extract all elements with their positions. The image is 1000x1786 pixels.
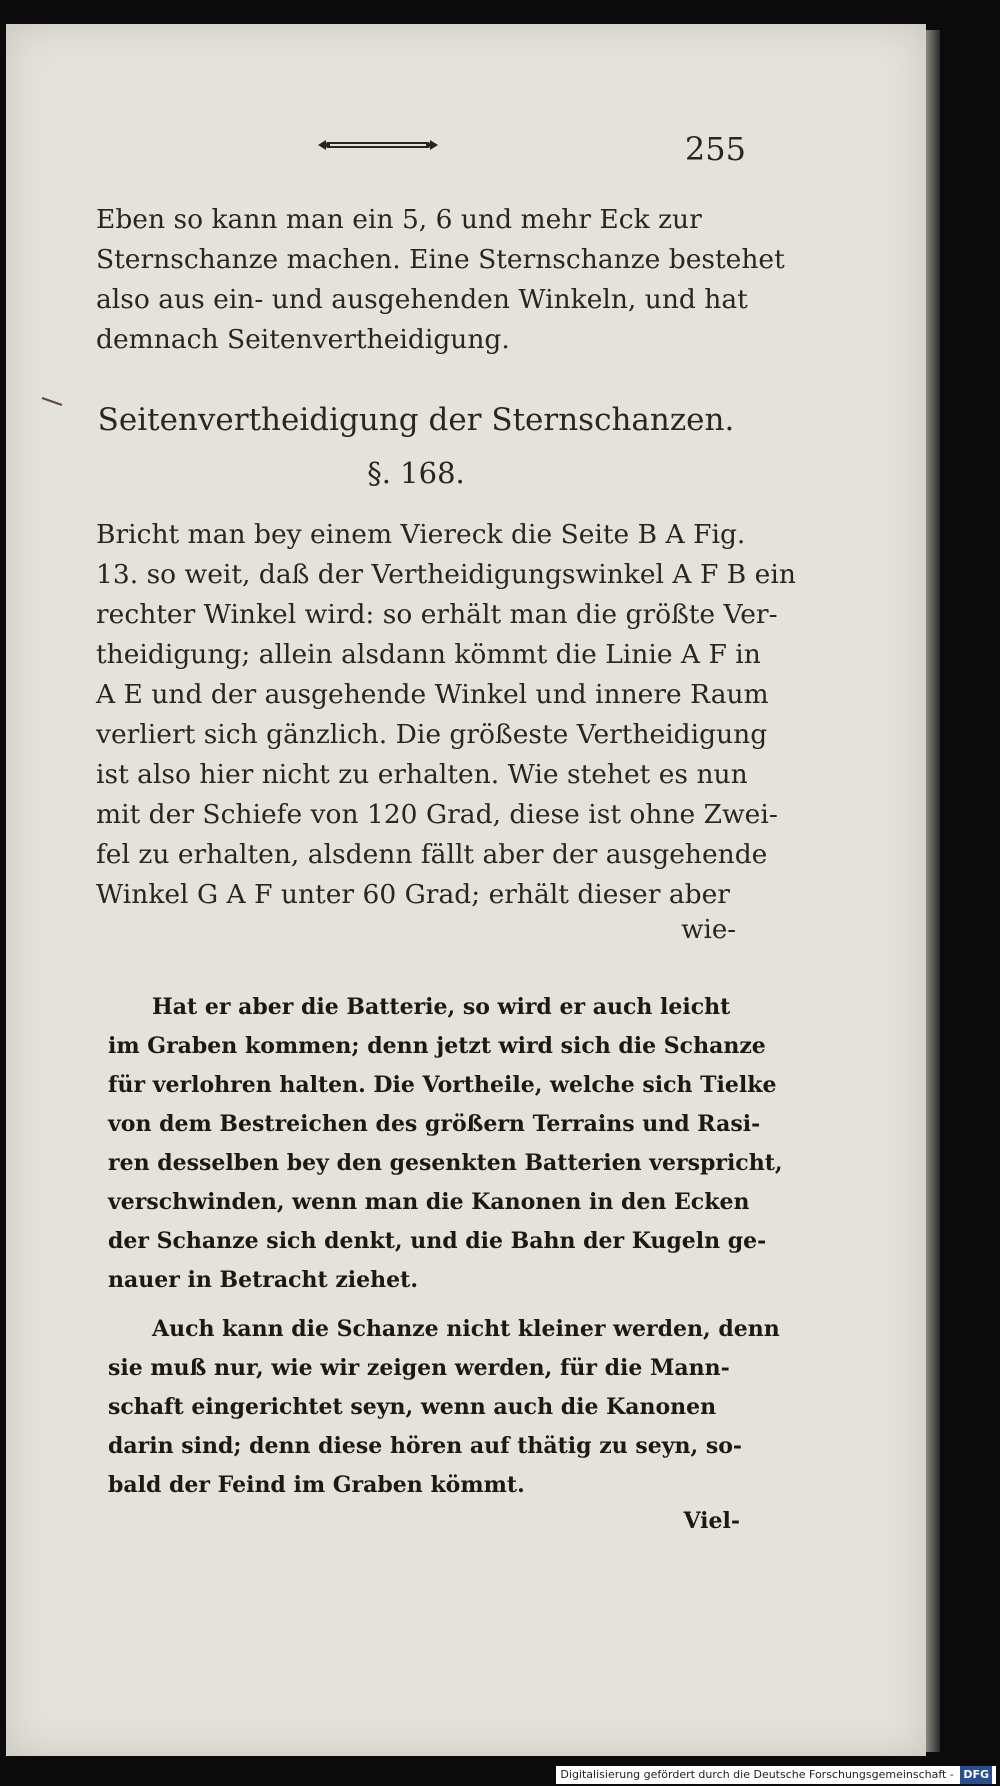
top-paragraph <box>96 200 785 360</box>
page-number: 255 <box>684 130 746 168</box>
catchword-note: Viel- <box>683 1508 740 1534</box>
note-line: im Graben kommen; denn jetzt wird sich die Schanze <box>108 1033 766 1059</box>
text-line: Bricht man bey einem Viereck die Seite B A Fig. <box>96 519 746 550</box>
note-line: schaft eingerichtet seyn, wenn auch die Kanonen <box>108 1394 717 1420</box>
text-line: verliert sich gänzlich. Die größeste Vertheidigung <box>96 719 768 750</box>
note-line: darin sind; denn diese hören auf thätig zu seyn, so- <box>108 1433 743 1459</box>
note-line: verschwinden, wenn man die Kanonen in den Ecken <box>108 1189 750 1215</box>
note-line: Auch kann die Schanze nicht kleiner werden, denn <box>152 1316 780 1342</box>
note-line: bald der Feind im Graben kömmt. <box>108 1472 525 1498</box>
text-line: fel zu erhalten, alsdenn fällt aber der ausgehende <box>96 839 768 870</box>
text-line: Winkel G A F unter 60 Grad; erhält dieser aber <box>96 879 730 910</box>
ornament-rule-icon <box>316 136 440 154</box>
catchword-main: wie- <box>681 915 736 945</box>
text-line: ist also hier nicht zu erhalten. Wie stehet es nun <box>96 759 748 790</box>
text-line: mit der Schiefe von 120 Grad, diese ist ohne Zwei- <box>96 799 778 830</box>
section-number: §. 168. <box>367 456 465 490</box>
note-line: ren desselben bey den gesenkten Batterien verspricht, <box>108 1150 783 1176</box>
text-line: also aus ein- und ausgehenden Winkeln, und hat <box>96 284 748 315</box>
digitization-credit <box>556 1766 996 1784</box>
text-line: Eben so kann man ein 5, 6 und mehr Eck zur <box>96 204 702 235</box>
note-line: von dem Bestreichen des größern Terrains und Rasi- <box>108 1111 761 1137</box>
dfg-logo: DFG <box>960 1766 992 1784</box>
text-line: 13. so weit, daß der Vertheidigungswinkel A F B ein <box>96 559 796 590</box>
text-line: rechter Winkel wird: so erhält man die größte Ver- <box>96 599 778 630</box>
note-line: nauer in Betracht ziehet. <box>108 1267 418 1293</box>
text-line: demnach Seitenvertheidigung. <box>96 324 510 355</box>
credit-text: Digitalisierung gefördert durch die Deutsche Forschungsgemeinschaft - <box>560 1768 954 1781</box>
page-edge <box>926 30 940 1752</box>
footnote-paragraph <box>108 1310 780 1505</box>
note-line: Hat er aber die Batterie, so wird er auch leicht <box>152 994 731 1020</box>
text-line: A E und der ausgehende Winkel und innere Raum <box>96 679 769 710</box>
text-line: Sternschanze machen. Eine Sternschanze bestehet <box>96 244 785 275</box>
note-line: für verlohren halten. Die Vortheile, welche sich Tielke <box>108 1072 777 1098</box>
text-line: theidigung; allein alsdann kömmt die Linie A F in <box>96 639 761 670</box>
section-heading: Seitenvertheidigung der Sternschanzen. <box>97 402 735 438</box>
margin-mark-icon <box>40 396 64 406</box>
note-line: der Schanze sich denkt, und die Bahn der Kugeln ge- <box>108 1228 767 1254</box>
footnote-paragraph <box>108 988 783 1300</box>
section-paragraph <box>96 515 796 915</box>
note-line: sie muß nur, wie wir zeigen werden, für die Mann- <box>108 1355 730 1381</box>
